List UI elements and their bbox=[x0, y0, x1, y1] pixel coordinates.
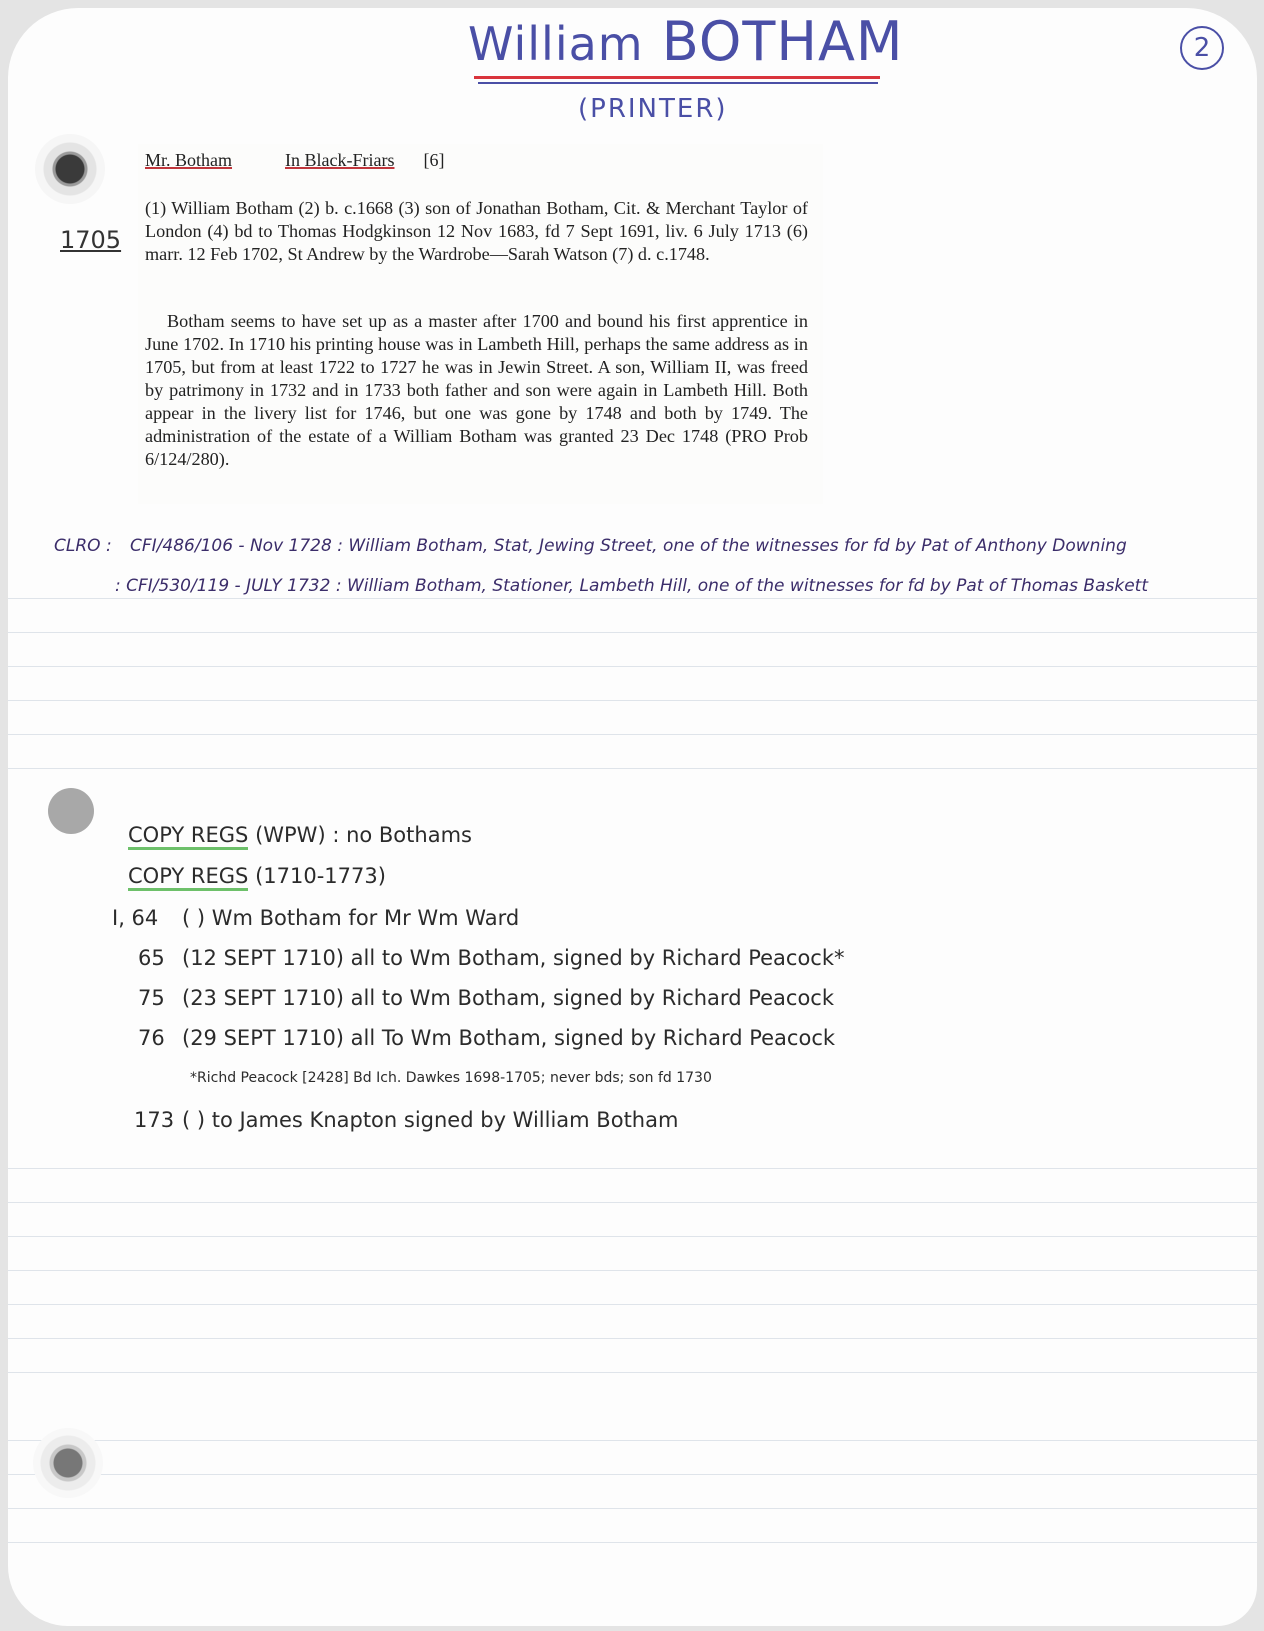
register-entry-ref: 173 bbox=[134, 1108, 175, 1132]
clipping-heading-place: In Black-Friars bbox=[285, 150, 395, 170]
register-entry-ref: 76 bbox=[138, 1026, 165, 1050]
title-given-name: William bbox=[468, 17, 644, 71]
register-entry-ref: 75 bbox=[138, 986, 165, 1010]
punch-hole-top bbox=[35, 134, 105, 204]
notebook-page bbox=[8, 8, 1257, 1626]
clro-line-2: : CFI/530/119 - JULY 1732 : William Botham, Stationer, Lambeth Hill, one of the witnesses for fd by Pat of Thomas Baskett bbox=[115, 576, 1148, 596]
rule-line bbox=[8, 1270, 1257, 1271]
pasted-clipping bbox=[138, 144, 823, 504]
rule-line bbox=[8, 1202, 1257, 1203]
clipping-heading bbox=[145, 150, 444, 171]
register-entry-text: (12 SEPT 1710) all to Wm Botham, signed by Richard Peacock* bbox=[182, 946, 845, 970]
copy-regs-rest-1: (WPW) : no Bothams bbox=[255, 823, 472, 847]
copy-regs-label-1: COPY REGS bbox=[128, 823, 248, 850]
title-surname: BOTHAM bbox=[661, 10, 904, 73]
rule-line bbox=[8, 1338, 1257, 1339]
rule-line bbox=[8, 1542, 1257, 1543]
rule-line bbox=[8, 1372, 1257, 1373]
title-underline-blue bbox=[478, 82, 878, 84]
punch-hole-middle bbox=[48, 788, 94, 834]
clipping-paragraph-2: Botham seems to have set up as a master after 1700 and bound his first apprentice in June 1702. In 1710 his printing house was in Lambeth Hill, perhaps the same address as in 1705, but from at least 1722 to 1727 he was in Jewin Street. A son, William II, was freed by patrimony in 1732 and in 1733 both father and son were again in Lambeth Hill. Both appear in the livery list for 1746, but one was gone by 1748 and both by 1749. The administration of the estate of a William Botham was granted 23 Dec 1748 (PRO Prob 6/124/280). bbox=[145, 311, 808, 469]
register-footnote: *Richd Peacock [2428] Bd Ich. Dawkes 1698-1705; never bds; son fd 1730 bbox=[190, 1070, 712, 1086]
copy-regs-label-2: COPY REGS bbox=[128, 864, 248, 891]
register-entry-text: ( ) to James Knapton signed by William Botham bbox=[182, 1108, 679, 1132]
register-entry-text: ( ) Wm Botham for Mr Wm Ward bbox=[182, 906, 520, 930]
clipping-heading-name: Mr. Botham bbox=[145, 150, 233, 170]
rule-line bbox=[8, 598, 1257, 599]
clro-label: CLRO : bbox=[54, 536, 112, 556]
rule-line bbox=[8, 1304, 1257, 1305]
register-entry-text: (29 SEPT 1710) all To Wm Botham, signed by Richard Peacock bbox=[182, 1026, 836, 1050]
page-number-badge: 2 bbox=[1180, 26, 1224, 70]
clipping-paragraph-1: (1) William Botham (2) b. c.1668 (3) son of Jonathan Botham, Cit. & Merchant Taylor of London (4) bd to Thomas Hodgkinson 12 Nov 1683, fd 7 Sept 1691, liv. 6 July 1713 (6) marr. 12 Feb 1702, St Andrew by the Wardrobe—Sarah Watson (7) d. c.1748. bbox=[145, 198, 808, 264]
rule-line bbox=[8, 1474, 1257, 1475]
rule-line bbox=[8, 632, 1257, 633]
copy-regs-rest-2: (1710-1773) bbox=[255, 864, 386, 888]
copy-regs-heading-2 bbox=[128, 864, 386, 888]
rule-line bbox=[8, 666, 1257, 667]
clro-line-1: CFI/486/106 - Nov 1728 : William Botham, Stat, Jewing Street, one of the witnesses for fd by Pat of Anthony Downing bbox=[130, 536, 1127, 556]
rule-line bbox=[8, 1236, 1257, 1237]
rule-line bbox=[8, 734, 1257, 735]
clipping-heading-ref: [6] bbox=[423, 150, 445, 170]
register-entry-text: (23 SEPT 1710) all to Wm Botham, signed by Richard Peacock bbox=[182, 986, 835, 1010]
rule-line bbox=[8, 768, 1257, 769]
rule-line bbox=[8, 1508, 1257, 1509]
register-entry-ref: 65 bbox=[138, 946, 165, 970]
rule-line bbox=[8, 700, 1257, 701]
punch-hole-bottom bbox=[33, 1428, 103, 1498]
page-title bbox=[468, 10, 904, 73]
register-entry-ref: I, 64 bbox=[112, 906, 159, 930]
rule-line bbox=[8, 1440, 1257, 1441]
rule-line bbox=[8, 1168, 1257, 1169]
margin-year-note: 1705 bbox=[60, 226, 122, 254]
page-subtitle: (PRINTER) bbox=[578, 94, 728, 124]
copy-regs-heading-1 bbox=[128, 823, 472, 847]
title-underline-red bbox=[474, 76, 880, 79]
